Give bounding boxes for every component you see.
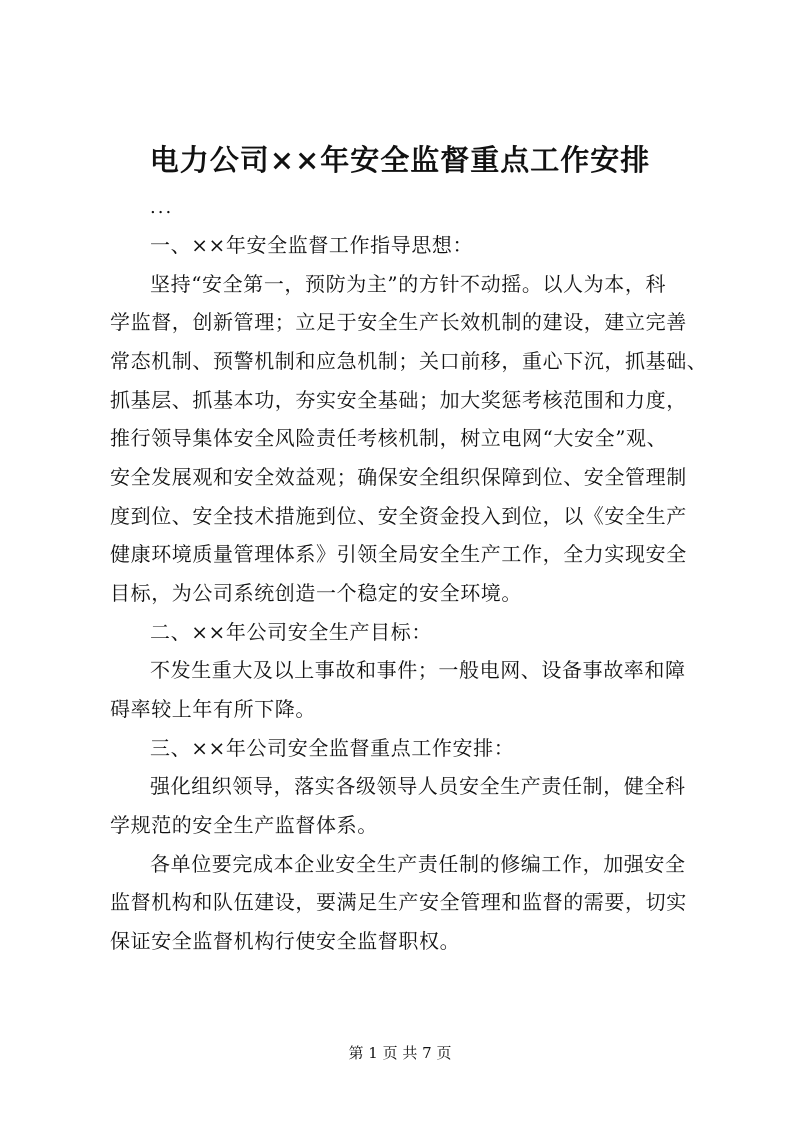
paragraph-line: 强化组织领导，落实各级领导人员安全生产责任制，健全科 bbox=[150, 774, 686, 798]
heading-guiding-thought: 一、××年安全监督工作指导思想： bbox=[150, 233, 474, 257]
heading-safety-goals: 二、××年公司安全生产目标： bbox=[150, 620, 432, 644]
paragraph-line: 目标，为公司系统创造一个稳定的安全环境。 bbox=[110, 581, 522, 605]
paragraph-line: 抓基层、抓基本功，夯实安全基础；加大奖惩考核范围和力度， bbox=[110, 388, 687, 412]
document-title: 电力公司××年安全监督重点工作安排 bbox=[149, 143, 651, 177]
paragraph-line: 监督机构和队伍建设，要满足生产安全管理和监督的需要，切实 bbox=[110, 890, 687, 914]
paragraph-line: 学规范的安全生产监督体系。 bbox=[110, 813, 378, 837]
paragraph-line: 不发生重大及以上事故和事件；一般电网、设备事故率和障 bbox=[150, 658, 686, 682]
paragraph-line: 推行领导集体安全风险责任考核机制，树立电网“大安全”观、 bbox=[110, 426, 668, 450]
paragraph-line: 碍率较上年有所下降。 bbox=[110, 697, 316, 721]
paragraph-line: 各单位要完成本企业安全生产责任制的修编工作，加强安全 bbox=[150, 852, 686, 876]
paragraph-line: 度到位、安全技术措施到位、安全资金投入到位，以《安全生产 bbox=[110, 504, 687, 528]
paragraph-line: 安全发展观和安全效益观；确保安全组织保障到位、安全管理制 bbox=[110, 465, 687, 489]
paragraph-line: 常态机制、预警机制和应急机制；关口前移，重心下沉，抓基础、 bbox=[110, 349, 708, 373]
paragraph-line: 坚持“安全第一，预防为主”的方针不动摇。以人为本，科 bbox=[150, 272, 667, 296]
paragraph-line: 保证安全监督机构行使安全监督职权。 bbox=[110, 929, 461, 953]
ellipsis-marker: ... bbox=[150, 197, 174, 218]
page-number-footer: 第 1 页 共 7 页 bbox=[348, 1044, 452, 1062]
heading-key-work: 三、××年公司安全监督重点工作安排： bbox=[150, 736, 515, 760]
paragraph-line: 学监督，创新管理；立足于安全生产长效机制的建设，建立完善 bbox=[110, 310, 687, 334]
paragraph-line: 健康环境质量管理体系》引领全局安全生产工作，全力实现安全 bbox=[110, 542, 687, 566]
